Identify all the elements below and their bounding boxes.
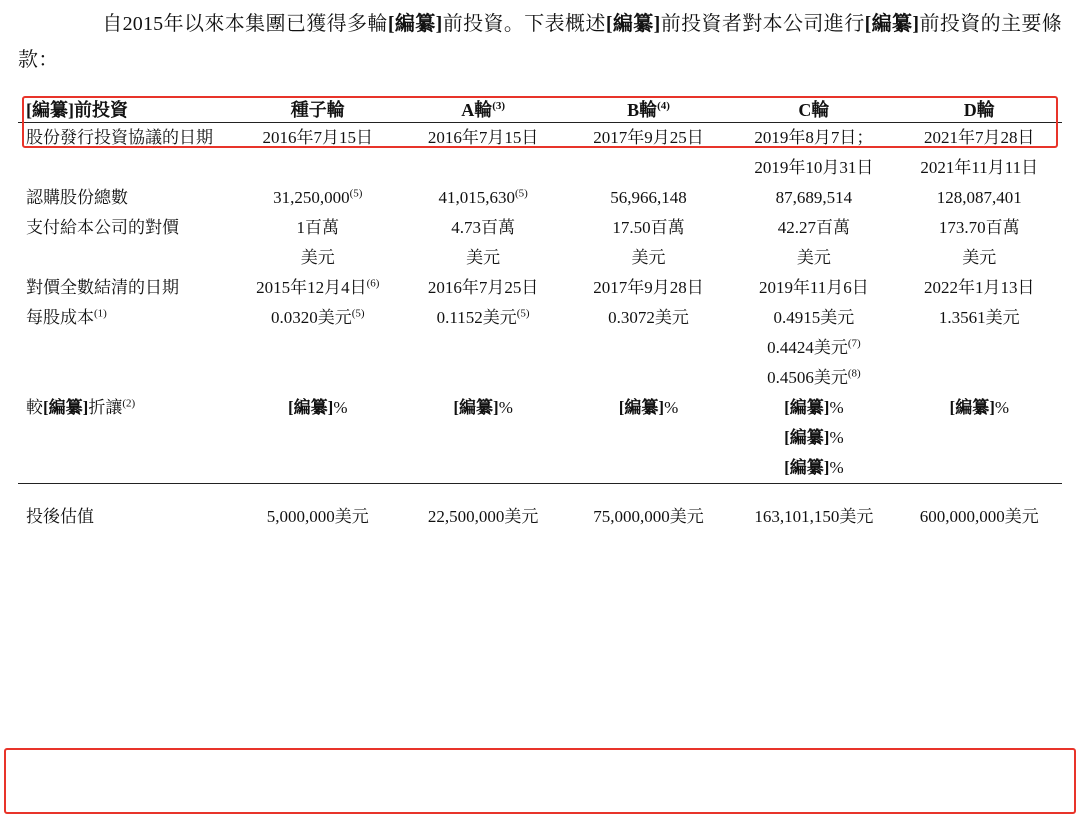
header-text: 種子輪 [290, 100, 345, 120]
cell-series-d [897, 484, 1062, 543]
row-label-cost-per-share [18, 303, 235, 393]
cell-line: 美元 [300, 248, 335, 267]
header-sup: (3) [492, 100, 506, 112]
cell-line: [編纂]% [784, 398, 844, 417]
cell-series-b [566, 303, 731, 393]
label-text: 較[編纂]折讓$^{(2)}$ [26, 397, 136, 417]
footnote-marker: (6) [366, 277, 380, 290]
table-row [18, 183, 1062, 213]
cell-line: 31,250,000$^{(5)}$ [273, 187, 363, 207]
footnote-marker: (8) [847, 367, 861, 380]
intro-paragraph [18, 0, 1062, 78]
label-text: 投後估值 [26, 507, 94, 526]
cell-series-d [897, 213, 1062, 273]
cell-series-d [897, 303, 1062, 393]
row-label-settlement-date [18, 273, 235, 303]
cell-line: 75,000,000美元 [593, 507, 704, 526]
cell-seed [235, 393, 400, 484]
table-row [18, 123, 1062, 184]
cell-line: 42.27百萬 [777, 218, 850, 237]
cell-line: 2016年7月15日 [262, 128, 373, 147]
cell-series-c [731, 393, 896, 484]
header-text: A輪 [461, 100, 493, 120]
cell-line: 2016年7月25日 [427, 278, 539, 297]
cell-line: 128,087,401 [936, 188, 1022, 207]
header-cell-series-b [566, 96, 731, 123]
cell-series-a [400, 393, 565, 484]
cell-series-b [566, 393, 731, 484]
cell-seed [235, 183, 400, 213]
cell-line: 0.1152美元$^{(5)}$ [436, 307, 530, 327]
footnote-marker: (5) [349, 187, 363, 200]
label-text: 對價全數結清的日期 [26, 278, 179, 297]
cell-line: 2021年11月11日 [920, 158, 1039, 177]
pre-ipo-investment-table [18, 96, 1062, 542]
table-body [18, 123, 1062, 543]
cell-series-a [400, 484, 565, 543]
label-text: 支付給本公司的對價 [26, 218, 179, 237]
header-cell-series-d [897, 96, 1062, 123]
header-text: D輪 [963, 100, 995, 120]
row-label-post-money-valuation [18, 484, 235, 543]
header-cell-round-label [18, 96, 235, 123]
cell-line: 2019年8月7日； [754, 128, 874, 147]
row-label-discount [18, 393, 235, 484]
cell-line: 0.4915美元 [773, 308, 855, 327]
row-label-agreement-date [18, 123, 235, 184]
cell-line: 美元 [466, 248, 501, 267]
cell-line: [編纂]% [784, 428, 844, 447]
cell-line: 41,015,630$^{(5)}$ [438, 187, 528, 207]
cell-line: 美元 [631, 248, 666, 267]
cell-seed [235, 213, 400, 273]
cell-line: 22,500,000美元 [427, 507, 539, 526]
table-row [18, 213, 1062, 273]
intro-text: 自2015年以來本集團已獲得多輪[編纂]前投資。下表概述[編纂]前投資者對本公司進行[編纂]前投資的主要條款： [18, 13, 1062, 71]
table-row-post-money-valuation [18, 484, 1062, 543]
cell-line: 0.0320美元$^{(5)}$ [270, 307, 365, 327]
cell-line: 600,000,000美元 [919, 507, 1039, 526]
cell-line: 1百萬 [296, 218, 339, 237]
cell-line: 2016年7月15日 [427, 128, 539, 147]
footnote-marker: (5) [514, 187, 528, 200]
cell-line: [編纂]% [618, 398, 679, 417]
cell-seed [235, 484, 400, 543]
cell-line: 0.4506美元$^{(8)}$ [767, 367, 861, 387]
cell-line: 87,689,514 [775, 188, 853, 207]
header-sup: (4) [657, 100, 670, 112]
table-row [18, 393, 1062, 484]
label-text: 認購股份總數 [26, 188, 128, 207]
cell-series-b [566, 213, 731, 273]
header-text: C輪 [798, 100, 830, 120]
cell-series-d [897, 123, 1062, 184]
cell-seed [235, 123, 400, 184]
table-row [18, 303, 1062, 393]
cell-series-c [731, 273, 896, 303]
cell-series-b [566, 273, 731, 303]
cell-series-c [731, 484, 896, 543]
cell-series-d [897, 183, 1062, 213]
cell-series-d [897, 273, 1062, 303]
cell-line: 5,000,000美元 [266, 507, 369, 526]
row-label-total-shares [18, 183, 235, 213]
cell-seed [235, 303, 400, 393]
cell-series-b [566, 484, 731, 543]
footnote-marker: (5) [516, 307, 530, 320]
cell-line: 17.50百萬 [612, 218, 685, 237]
cell-line: [編纂]% [784, 458, 844, 477]
cell-line: 2015年12月4日$^{(6)}$ [256, 277, 380, 297]
cell-series-d [897, 393, 1062, 484]
cell-series-c [731, 123, 896, 184]
cell-line: 2022年1月13日 [924, 278, 1035, 297]
cell-series-a [400, 273, 565, 303]
cell-line: 2019年10月31日 [754, 158, 874, 177]
cell-line: 美元 [796, 248, 831, 267]
cell-series-c [731, 213, 896, 273]
cell-series-a [400, 303, 565, 393]
cell-series-c [731, 183, 896, 213]
cell-series-b [566, 123, 731, 184]
cell-series-b [566, 183, 731, 213]
label-text: 每股成本$^{(1)}$ [26, 307, 107, 327]
cell-series-c [731, 303, 896, 393]
header-text: [編纂]前投資 [26, 100, 128, 120]
pre-ipo-investment-table-wrap [18, 96, 1062, 542]
header-row [18, 96, 1062, 123]
cell-line: 2017年9月28日 [593, 278, 704, 297]
cell-series-a [400, 183, 565, 213]
footnote-marker: (5) [351, 307, 365, 320]
cell-line: 0.4424美元$^{(7)}$ [767, 337, 861, 357]
cell-line: 1.3561美元 [938, 308, 1020, 327]
cell-line: [編纂]% [453, 398, 513, 417]
table-header [18, 96, 1062, 123]
cell-line: 4.73百萬 [451, 218, 515, 237]
table-row [18, 273, 1062, 303]
header-cell-series-c [731, 96, 896, 123]
cell-line: 163,101,150美元 [754, 507, 874, 526]
cell-line: 2021年7月28日 [924, 128, 1035, 147]
header-cell-series-a [400, 96, 565, 123]
cell-line: [編纂]% [288, 398, 348, 417]
cell-line: [編纂]% [949, 398, 1010, 417]
cell-line: 2017年9月25日 [593, 128, 704, 147]
header-cell-seed [235, 96, 400, 123]
row-label-consideration-paid [18, 213, 235, 273]
header-text: B輪 [627, 100, 658, 120]
cell-series-a [400, 213, 565, 273]
highlight-box-post-money-valuation [4, 748, 1076, 814]
cell-line: 56,966,148 [610, 188, 687, 207]
footnote-marker: (7) [847, 337, 861, 350]
label-text: 股份發行投資協議的日期 [26, 128, 213, 147]
cell-series-a [400, 123, 565, 184]
cell-line: 0.3072美元 [608, 308, 689, 327]
cell-line: 173.70百萬 [938, 218, 1020, 237]
cell-line: 美元 [962, 248, 997, 267]
cell-line: 2019年11月6日 [758, 278, 869, 297]
cell-seed [235, 273, 400, 303]
